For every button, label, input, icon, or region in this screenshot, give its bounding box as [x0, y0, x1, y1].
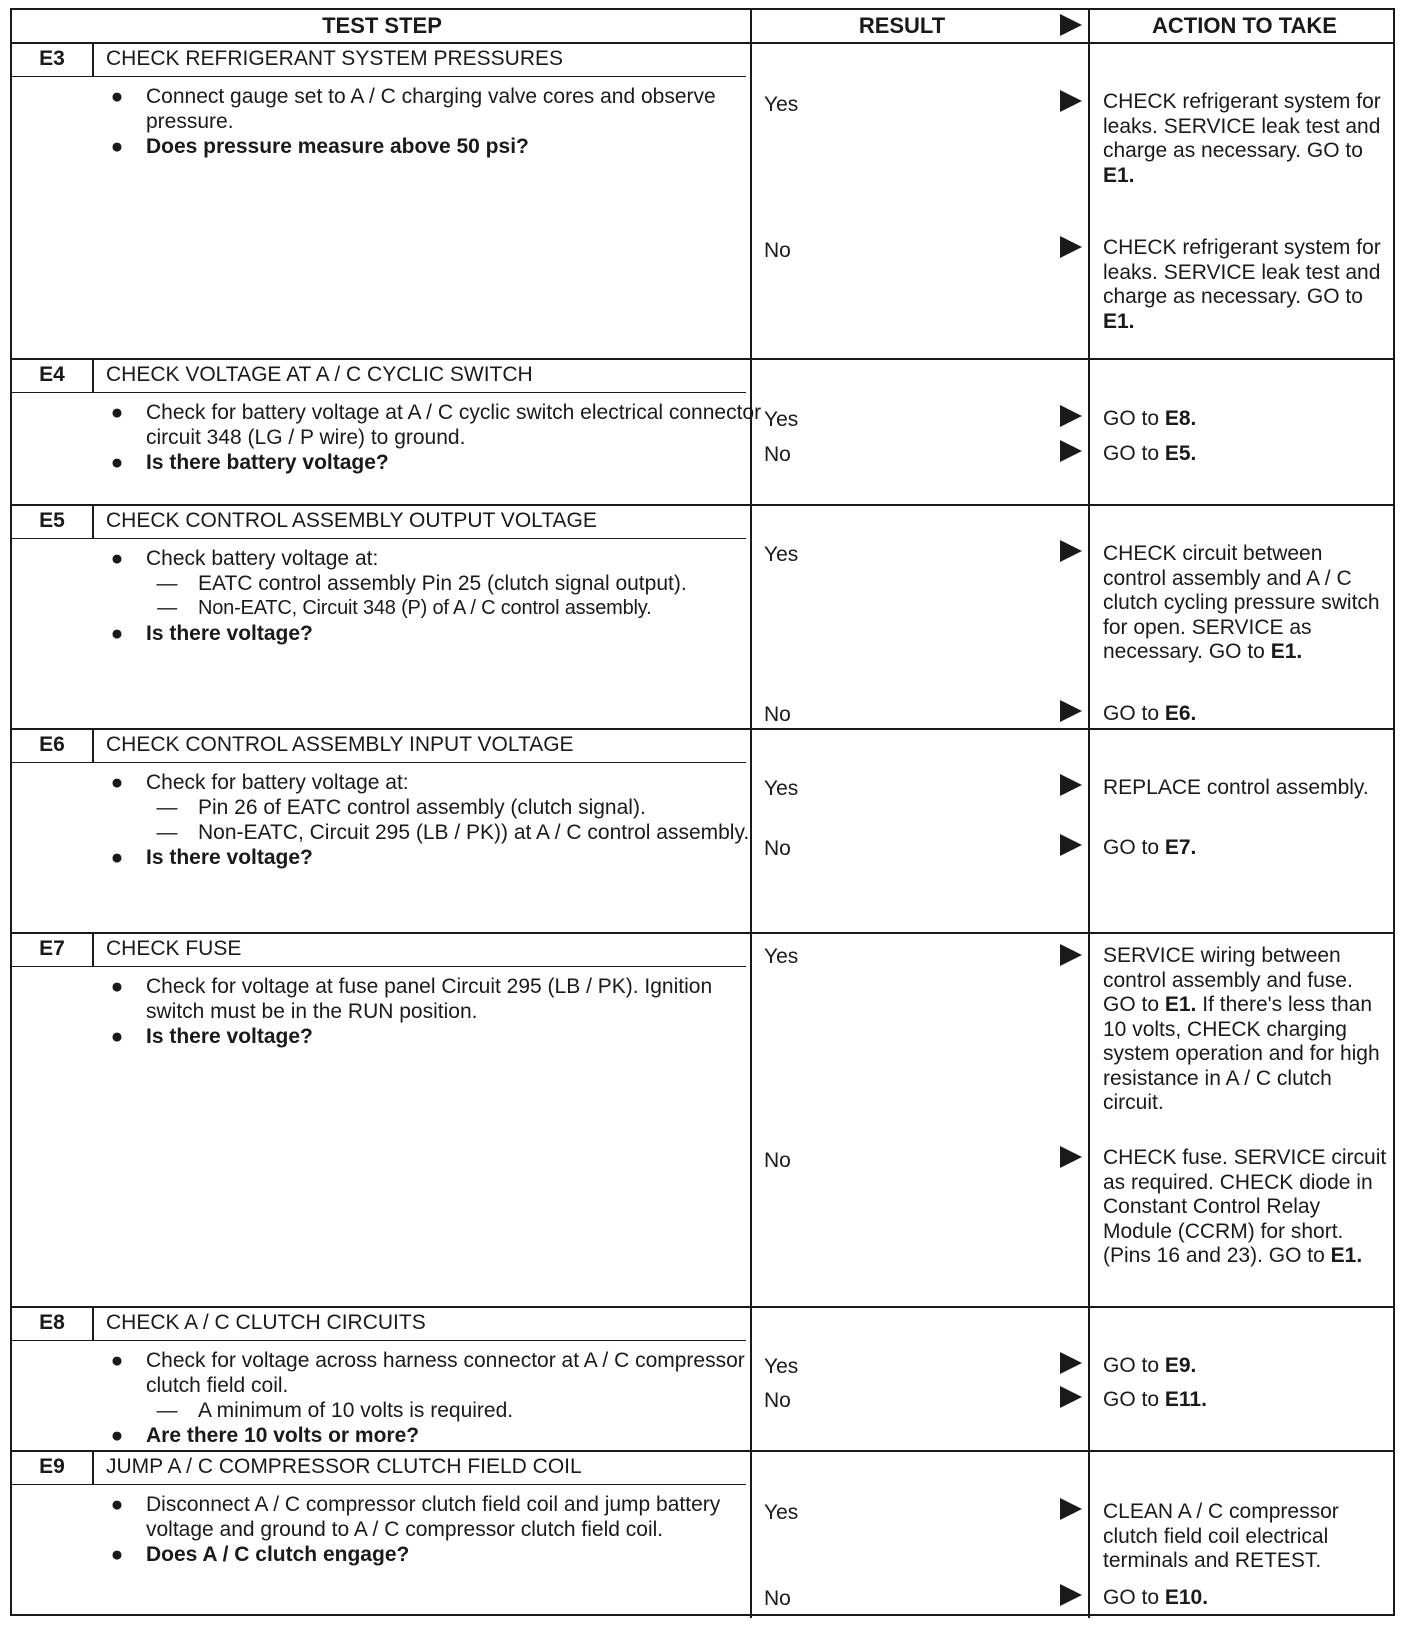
id-divider: [92, 728, 94, 762]
result-no: No: [764, 1389, 791, 1412]
arrow-icon: [1060, 1386, 1082, 1408]
arrow-icon: [1060, 1146, 1082, 1168]
arrow-icon: [1060, 834, 1082, 856]
result-yes: Yes: [764, 777, 799, 800]
arrow-icon: [1060, 405, 1082, 427]
step-body-e6: ● Check for battery voltage at: — Pin 26 of EATC control assembly (clutch signal). — Non-EATC, Circuit 295 (LB / PK)) at A / C control assembly. ● Is there voltage?: [110, 771, 750, 869]
action-no: CHECK fuse. SERVICE circuit as required. CHECK diode in Constant Control Relay Module (CCRM) for short. (Pins 16 and 23). GO to E1.: [1103, 1146, 1387, 1267]
instruction: Check for voltage across harness connector at A / C compressor clutch field coil.: [146, 1349, 745, 1397]
instruction: Check for battery voltage at:: [146, 771, 409, 794]
step-body-e5: ● Check battery voltage at: — EATC control assembly Pin 25 (clutch signal output). — Non-EATC, Circuit 348 (P) of A / C control assembly. ● Is there voltage?: [110, 547, 687, 645]
step-title-e8: CHECK A / C CLUTCH CIRCUITS: [106, 1311, 426, 1334]
result-no: No: [764, 1149, 791, 1172]
step-title-e5: CHECK CONTROL ASSEMBLY OUTPUT VOLTAGE: [106, 509, 597, 532]
step-id-e6: E6: [39, 733, 65, 756]
header-arrow-icon: [1060, 14, 1082, 36]
action-no: GO to E11.: [1103, 1388, 1207, 1411]
arrow-icon: [1060, 540, 1082, 562]
instruction: Disconnect A / C compressor clutch field coil and jump battery voltage and ground to A / C compressor clutch field coil.: [146, 1493, 721, 1541]
action-yes: REPLACE control assembly.: [1103, 776, 1369, 799]
arrow-icon: [1060, 944, 1082, 966]
arrow-icon: [1060, 1584, 1082, 1606]
action-yes: GO to E8.: [1103, 407, 1197, 430]
sub-instruction: Non-EATC, Circuit 295 (LB / PK)) at A / C control assembly.: [198, 821, 750, 844]
arrow-icon: [1060, 1352, 1082, 1374]
result-no: No: [764, 703, 791, 726]
step-id-e9: E9: [39, 1455, 65, 1478]
question: Is there voltage?: [146, 622, 313, 645]
step-body-e9: ● Disconnect A / C compressor clutch field coil and jump battery voltage and ground to A / C compressor clutch field coil. ● Does A / C clutch engage?: [110, 1493, 721, 1566]
sub-instruction: EATC control assembly Pin 25 (clutch signal output).: [198, 572, 687, 595]
id-divider: [92, 42, 94, 76]
step-body-e8: ● Check for voltage across harness connector at A / C compressor clutch field coil. — A minimum of 10 volts is required. ● Are there 10 volts or more?: [110, 1349, 745, 1447]
question: Are there 10 volts or more?: [146, 1424, 420, 1447]
title-rule: [12, 76, 746, 77]
question: Is there voltage?: [146, 846, 313, 869]
step-id-e3: E3: [39, 47, 65, 70]
title-rule: [12, 538, 746, 539]
divider-action: [1088, 10, 1090, 1618]
step-id-e5: E5: [39, 509, 65, 532]
question: Is there battery voltage?: [146, 451, 389, 474]
action-yes: CHECK refrigerant system for leaks. SERVICE leak test and charge as necessary. GO to E1.: [1103, 90, 1381, 187]
step-id-e8: E8: [39, 1311, 65, 1334]
id-divider: [92, 504, 94, 538]
header-action: ACTION TO TAKE: [1152, 13, 1337, 38]
title-rule: [12, 1484, 746, 1485]
result-no: No: [764, 1587, 791, 1610]
arrow-icon: [1060, 700, 1082, 722]
id-divider: [92, 932, 94, 966]
question: Is there voltage?: [146, 1025, 313, 1048]
step-body-e4: ● Check for battery voltage at A / C cyclic switch electrical connector circuit 348 (LG / P wire) to ground. ● Is there battery voltage?: [110, 401, 762, 474]
step-body-e7: ● Check for voltage at fuse panel Circuit 295 (LB / PK). Ignition switch must be in the RUN position. ● Is there voltage?: [110, 975, 713, 1048]
action-no: GO to E6.: [1103, 702, 1197, 725]
result-yes: Yes: [764, 543, 799, 566]
header-test-step: TEST STEP: [322, 13, 442, 38]
action-no: GO to E5.: [1103, 442, 1197, 465]
step-title-e7: CHECK FUSE: [106, 937, 242, 960]
sub-instruction: A minimum of 10 volts is required.: [198, 1399, 514, 1422]
arrow-icon: [1060, 90, 1082, 112]
instruction: Check for voltage at fuse panel Circuit 295 (LB / PK). Ignition switch must be in the RUN position.: [146, 975, 713, 1023]
action-yes: CLEAN A / C compressor clutch field coil electrical terminals and RETEST.: [1103, 1500, 1339, 1572]
result-yes: Yes: [764, 1501, 799, 1524]
question: Does pressure measure above 50 psi?: [146, 135, 529, 158]
sub-instruction: Non-EATC, Circuit 348 (P) of A / C control assembly.: [198, 597, 652, 619]
action-no: CHECK refrigerant system for leaks. SERVICE leak test and charge as necessary. GO to E1.: [1103, 236, 1381, 333]
header-result: RESULT: [858, 13, 946, 38]
step-id-e7: E7: [39, 937, 65, 960]
id-divider: [92, 358, 94, 392]
instruction: Check battery voltage at:: [146, 547, 379, 570]
result-yes: Yes: [764, 945, 799, 968]
title-rule: [12, 1340, 746, 1341]
step-title-e3: CHECK REFRIGERANT SYSTEM PRESSURES: [106, 47, 564, 70]
result-no: No: [764, 443, 791, 466]
step-id-e4: E4: [39, 363, 65, 386]
id-divider: [92, 1306, 94, 1340]
arrow-icon: [1060, 774, 1082, 796]
result-no: No: [764, 239, 791, 262]
result-yes: Yes: [764, 93, 799, 116]
step-title-e4: CHECK VOLTAGE AT A / C CYCLIC SWITCH: [106, 363, 533, 386]
result-no: No: [764, 837, 791, 860]
instruction: Check for battery voltage at A / C cyclic switch electrical connector circuit 348 (LG / P wire) to ground.: [146, 401, 762, 449]
step-title-e6: CHECK CONTROL ASSEMBLY INPUT VOLTAGE: [106, 733, 574, 756]
arrow-icon: [1060, 1498, 1082, 1520]
result-yes: Yes: [764, 1355, 799, 1378]
result-yes: Yes: [764, 408, 799, 431]
question: Does A / C clutch engage?: [146, 1543, 410, 1566]
step-title-e9: JUMP A / C COMPRESSOR CLUTCH FIELD COIL: [106, 1455, 582, 1478]
arrow-icon: [1060, 236, 1082, 258]
title-rule: [12, 762, 746, 763]
sub-instruction: Pin 26 of EATC control assembly (clutch signal).: [198, 796, 646, 819]
diagnostic-table: [10, 8, 1395, 1616]
action-yes: GO to E9.: [1103, 1354, 1197, 1377]
instruction: Connect gauge set to A / C charging valve cores and observe pressure.: [146, 85, 716, 133]
action-no: GO to E7.: [1103, 836, 1197, 859]
id-divider: [92, 1450, 94, 1484]
action-no: GO to E10.: [1103, 1586, 1209, 1609]
action-yes: SERVICE wiring between control assembly and fuse. GO to E1. If there's less than 10 volts, CHECK charging system operation and for high resistance in A / C clutch circuit.: [1103, 944, 1380, 1114]
arrow-icon: [1060, 440, 1082, 462]
action-yes: CHECK circuit between control assembly and A / C clutch cycling pressure switch for open. SERVICE as necessary. GO to E1.: [1103, 542, 1380, 663]
title-rule: [12, 966, 746, 967]
step-body-e3: ● Connect gauge set to A / C charging valve cores and observe pressure. ● Does pressure measure above 50 psi?: [110, 85, 716, 158]
title-rule: [12, 392, 746, 393]
